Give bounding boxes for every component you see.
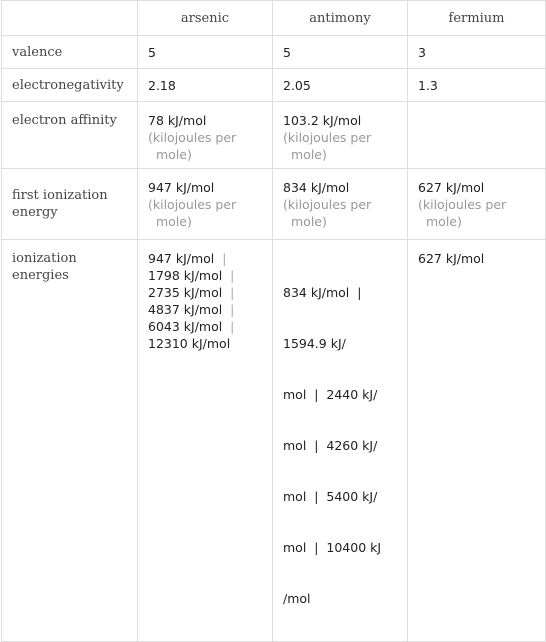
row-label-electronegativity: electronegativity xyxy=(2,69,138,102)
column-header-fermium: fermium xyxy=(408,1,546,36)
value-text: mol | 10400 kJ xyxy=(283,540,382,555)
value-text: 834 kJ/mol xyxy=(283,179,350,195)
value-text: 103.2 kJ/mol xyxy=(283,113,362,128)
cell-electron-affinity-arsenic xyxy=(138,102,273,169)
cell-ionization-energies-arsenic xyxy=(138,240,273,642)
table-row-first-ionization-energy xyxy=(2,169,546,240)
value-text: 834 kJ/mol | xyxy=(283,285,362,300)
unit-note: (kilojoules per xyxy=(283,130,372,145)
row-label-energies: energies xyxy=(12,268,69,283)
cell-electronegativity-antimony: 2.05 xyxy=(273,69,408,102)
unit-note: (kilojoules per xyxy=(148,130,237,145)
value-text: 947 kJ/mol xyxy=(148,251,215,266)
cell-ionization-energies-fermium xyxy=(408,240,546,642)
cell-electron-affinity-antimony xyxy=(273,102,408,169)
value-text: mol | 2440 kJ/ xyxy=(283,387,378,402)
cell-electronegativity-arsenic: 2.18 xyxy=(138,69,273,102)
cell-first-ionization-antimony xyxy=(273,169,408,240)
separator: | xyxy=(222,251,227,266)
row-label-energy: energy xyxy=(12,205,58,220)
value-text: 1594.9 kJ/ xyxy=(283,336,346,351)
row-label-ionization-energies-cell xyxy=(2,240,138,642)
row-label-ionization: ionization xyxy=(12,251,77,266)
separator: | xyxy=(230,268,235,283)
unit-note: mole) xyxy=(291,213,327,229)
table-row-electronegativity xyxy=(2,69,546,102)
cell-valence-arsenic: 5 xyxy=(138,36,273,69)
unit-note: mole) xyxy=(156,213,192,229)
separator: | xyxy=(230,285,235,300)
row-label-valence: valence xyxy=(2,36,138,69)
value-text: 12310 kJ/mol xyxy=(148,336,231,351)
value-text: /mol xyxy=(283,591,311,606)
properties-table xyxy=(1,0,546,642)
value-text: 4837 kJ/mol xyxy=(148,302,223,317)
table-row-electron-affinity xyxy=(2,102,546,169)
unit-note: mole) xyxy=(426,213,462,229)
value-text: 6043 kJ/mol xyxy=(148,319,223,334)
unit-note: (kilojoules per xyxy=(418,196,507,212)
header-row xyxy=(2,1,546,36)
cell-first-ionization-arsenic xyxy=(138,169,273,240)
cell-valence-antimony: 5 xyxy=(273,36,408,69)
row-label-first-ionization: first ionization xyxy=(12,188,108,203)
unit-note: (kilojoules per xyxy=(148,196,237,212)
header-empty-cell xyxy=(2,1,138,36)
row-label-first-ionization-cell xyxy=(2,169,138,240)
unit-note: mole) xyxy=(156,147,192,162)
separator: | xyxy=(230,302,235,317)
cell-valence-fermium: 3 xyxy=(408,36,546,69)
value-text: 1798 kJ/mol xyxy=(148,268,223,283)
value-text: 78 kJ/mol xyxy=(148,113,207,128)
row-label-electron-affinity: electron affinity xyxy=(12,113,117,128)
value-text: mol | 4260 kJ/ xyxy=(283,438,378,453)
row-label-electron-affinity-cell xyxy=(2,102,138,169)
unit-note: mole) xyxy=(291,147,327,162)
value-text: 2735 kJ/mol xyxy=(148,285,223,300)
table-row-ionization-energies xyxy=(2,240,546,642)
column-header-antimony: antimony xyxy=(273,1,408,36)
cell-first-ionization-fermium xyxy=(408,169,546,240)
value-text: 947 kJ/mol xyxy=(148,179,215,195)
unit-note: (kilojoules per xyxy=(283,196,372,212)
value-text: 627 kJ/mol xyxy=(418,251,485,266)
value-text: mol | 5400 kJ/ xyxy=(283,489,378,504)
column-header-arsenic: arsenic xyxy=(138,1,273,36)
cell-electron-affinity-fermium xyxy=(408,102,546,169)
cell-electronegativity-fermium: 1.3 xyxy=(408,69,546,102)
cell-ionization-energies-antimony xyxy=(273,240,408,642)
value-text: 627 kJ/mol xyxy=(418,179,485,195)
table-row-valence xyxy=(2,36,546,69)
separator: | xyxy=(230,319,235,334)
